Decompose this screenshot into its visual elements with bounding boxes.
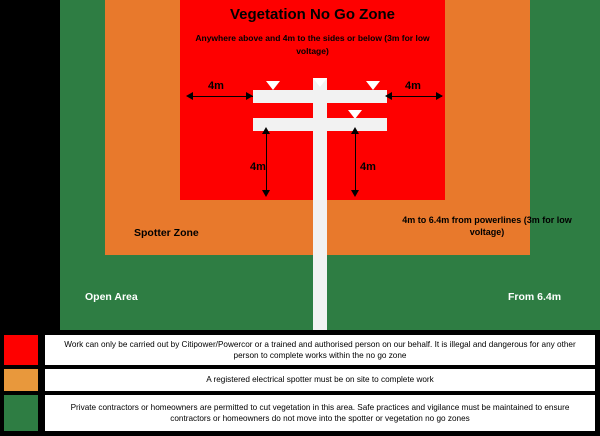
legend-swatch-no-go [4, 335, 38, 365]
spotter-zone-note: 4m to 6.4m from powerlines (3m for low voltage) [402, 215, 572, 237]
arrow-left-icon [385, 92, 392, 100]
power-pole [313, 78, 327, 330]
insulator-icon [348, 110, 362, 119]
legend-row [0, 335, 600, 365]
legend [0, 330, 600, 436]
right-clearance-line [387, 96, 442, 97]
legend-row [0, 395, 600, 431]
below-left-clearance-label: 4m [250, 161, 266, 173]
insulator-icon [366, 81, 380, 90]
right-clearance-label: 4m [405, 80, 421, 92]
no-go-zone-title: Vegetation No Go Zone [229, 6, 395, 23]
spotter-zone-label: Spotter Zone [134, 227, 199, 239]
arrow-right-icon [246, 92, 253, 100]
insulator-icon [266, 81, 280, 90]
insulator-icon [313, 78, 327, 87]
open-area-label: Open Area [85, 291, 138, 303]
legend-swatch-open-area [4, 395, 38, 431]
below-right-clearance-line [355, 131, 356, 193]
arrow-down-icon [262, 190, 270, 197]
arrow-up-icon [262, 127, 270, 134]
legend-text-no-go: Work can only be carried out by Citipower/Powercor or a trained and authorised person on our behalf. It is illegal and dangerous for any other person to complete works within the no go zone [45, 335, 595, 365]
below-right-clearance-label: 4m [360, 161, 376, 173]
legend-text-open-area: Private contractors or homeowners are permitted to cut vegetation in this area. Safe practices and vigilance must be maintained to ensure contractors or homeowners do not move into the spotter or vegetation no go zones [45, 395, 595, 431]
arrow-left-icon [186, 92, 193, 100]
open-area-distance-label: From 6.4m [508, 291, 562, 303]
below-left-clearance-line [266, 131, 267, 193]
left-clearance-label: 4m [208, 80, 224, 92]
no-go-zone-subtitle: Anywhere above and 4m to the sides or below (3m for low voltage) [195, 33, 430, 56]
legend-swatch-spotter [4, 369, 38, 391]
left-clearance-line [188, 96, 253, 97]
legend-text-spotter: A registered electrical spotter must be on site to complete work [45, 369, 595, 391]
arrow-right-icon [436, 92, 443, 100]
arrow-down-icon [351, 190, 359, 197]
legend-row [0, 369, 600, 391]
arrow-up-icon [351, 127, 359, 134]
